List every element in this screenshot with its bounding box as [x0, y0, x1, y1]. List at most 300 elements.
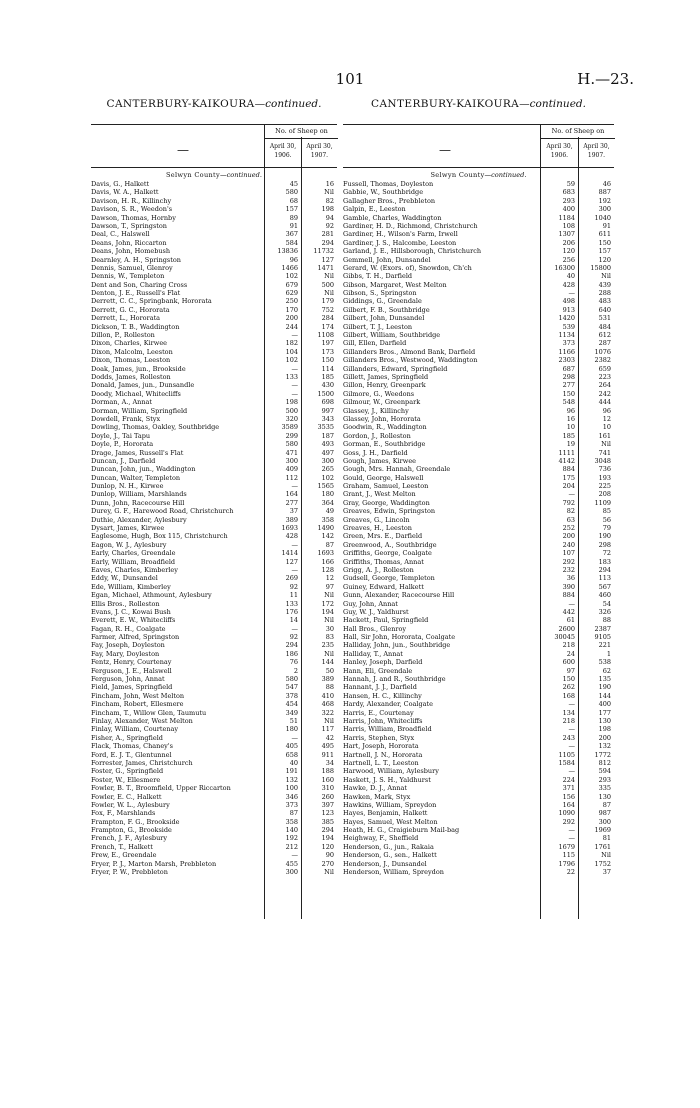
table-row — [343, 625, 614, 633]
sheep-count-1907: Nil — [324, 188, 334, 197]
right-rows — [343, 180, 614, 876]
sheep-count-1906: 1466 — [281, 263, 298, 272]
sheep-count-1907: 197 — [321, 339, 334, 348]
sheep-count-1907: Nil — [324, 272, 334, 281]
sheep-count-1906: 498 — [562, 297, 575, 306]
sheep-count-1907: 114 — [321, 364, 334, 373]
sheep-count-1907: 911 — [321, 750, 334, 759]
sheep-count-1906: 185 — [562, 431, 575, 440]
owner-name: Green, Mrs. E., Darfield — [343, 532, 423, 541]
sheep-count-1906: 182 — [285, 339, 298, 348]
table-row — [343, 759, 614, 767]
owner-name: Fryer, P. J., Marton Marsh, Prebbleton — [91, 859, 217, 868]
sheep-count-1906: 400 — [562, 205, 575, 214]
sheep-count-1907: 2382 — [594, 356, 611, 365]
sheep-count-1907: 284 — [321, 314, 334, 323]
table-row — [343, 616, 614, 624]
sheep-count-1906: 175 — [562, 473, 575, 482]
sheep-count-1906: 63 — [566, 515, 575, 524]
sheep-count-1907: 640 — [598, 305, 611, 314]
sheep-count-1907: 335 — [598, 784, 611, 793]
sheep-count-1906: 76 — [289, 658, 298, 667]
owner-name: Deal, C., Halswell — [91, 230, 150, 239]
sheep-count-1907: 120 — [321, 842, 334, 851]
sheep-count-1906: — — [568, 700, 575, 709]
table-row — [343, 667, 614, 675]
sheep-count-1906: — — [291, 331, 298, 340]
sheep-count-1907: 157 — [598, 247, 611, 256]
sheep-count-1907: 174 — [321, 322, 334, 331]
owner-name: Farmer, Alfred, Springston — [91, 633, 180, 642]
table-row — [343, 851, 614, 859]
sheep-count-1906: 455 — [285, 859, 298, 868]
sheep-count-1906: 92 — [289, 633, 298, 642]
owner-name: Hannant, J. J., Darfield — [343, 683, 417, 692]
owner-name: Forrester, James, Christchurch — [91, 758, 193, 767]
sheep-count-1907: 500 — [321, 280, 334, 289]
owner-name: Ferguson, J. E., Halswell — [91, 666, 172, 675]
sheep-count-1907: 1040 — [594, 213, 611, 222]
sheep-count-1907: 265 — [321, 465, 334, 474]
sheep-count-1906: 112 — [285, 473, 298, 482]
sheep-count-1906: 500 — [285, 406, 298, 415]
sheep-count-1907: 200 — [598, 733, 611, 742]
sheep-count-1906: 212 — [285, 842, 298, 851]
sheep-count-1907: 12 — [325, 574, 334, 583]
sheep-count-1907: 1693 — [317, 549, 334, 558]
sheep-count-1907: 208 — [598, 490, 611, 499]
table-row — [343, 516, 614, 524]
table-row — [343, 323, 614, 331]
sheep-count-1906: 390 — [562, 582, 575, 591]
sheep-count-1907: 130 — [598, 792, 611, 801]
sheep-count-1906: 191 — [285, 767, 298, 776]
owner-name: Glassey, J., Killinchy — [343, 406, 409, 415]
owner-name: Eagon, W. J., Aylesbury — [91, 540, 167, 549]
owner-name: Henderson, J., Dunsandel — [343, 859, 427, 868]
owner-name: Hardy, Alexander, Coalgate — [343, 700, 433, 709]
sheep-count-1906: 51 — [289, 717, 298, 725]
sheep-count-1907: 49 — [325, 507, 334, 516]
owner-name: Early, Charles, Greendale — [91, 549, 176, 558]
table-row — [343, 860, 614, 868]
sheep-count-1907: 300 — [598, 817, 611, 826]
sheep-count-1906: 1796 — [558, 859, 575, 868]
owner-name: Dysart, James, Kirwee — [91, 524, 165, 533]
sheep-count-1907: 135 — [598, 675, 611, 684]
table-row — [343, 566, 614, 574]
sheep-count-1907: 242 — [598, 389, 611, 398]
sheep-count-1906: 134 — [562, 708, 575, 717]
owner-name: French, T., Halkett — [91, 842, 153, 851]
sheep-count-1906: 884 — [562, 591, 575, 600]
sheep-count-1906: 298 — [562, 372, 575, 381]
owner-name: Gamble, Charles, Waddington — [343, 213, 442, 222]
owner-name: Derrett, C. C., Springbank, Hororata — [91, 297, 212, 306]
sheep-count-1906: 367 — [285, 230, 298, 239]
sheep-count-1906: 683 — [562, 188, 575, 197]
sheep-count-1907: 397 — [321, 800, 334, 809]
sheep-count-1907: 997 — [321, 406, 334, 415]
table-row — [343, 331, 614, 339]
table-row — [343, 264, 614, 272]
owner-name: Duncan, Walter, Templeton — [91, 473, 181, 482]
owner-name: Fryer, P. W., Prebbleton — [91, 868, 168, 877]
owner-name: Derrett, L., Hororata — [91, 314, 161, 323]
sheep-count-1906: 30045 — [554, 633, 575, 642]
sheep-count-1906: — — [568, 599, 575, 608]
owner-name: Dixon, Malcolm, Leeston — [91, 347, 173, 356]
sheep-count-1907: 752 — [321, 305, 334, 314]
table-row — [343, 490, 614, 498]
sheep-count-1906: 580 — [285, 440, 298, 449]
owner-name: Hawke, D. J., Annat — [343, 784, 407, 793]
owner-name: Gibson, S., Springston — [343, 289, 417, 298]
sheep-count-1906: 13836 — [277, 247, 298, 256]
sheep-count-1906: 913 — [562, 305, 575, 314]
owner-name: Dunlop, William, Marshlands — [91, 490, 187, 499]
sheep-count-1907: 1109 — [594, 498, 611, 507]
sheep-count-1907: 56 — [602, 515, 611, 524]
sheep-count-1906: — — [568, 767, 575, 776]
table-row — [343, 222, 614, 230]
table-row — [343, 801, 614, 809]
sheep-count-1906: 19 — [566, 440, 575, 449]
sheep-count-1906: 16300 — [554, 263, 575, 272]
table-row — [343, 549, 614, 557]
owner-name: Gray, George, Waddington — [343, 498, 430, 507]
sheep-count-1906: 629 — [285, 289, 298, 298]
sheep-count-1907: 144 — [598, 691, 611, 700]
owner-name: Harris, John, Whitecliffs — [343, 717, 423, 725]
owner-name: Dickson, T. B., Waddington — [91, 322, 180, 331]
sheep-count-1907: 144 — [321, 658, 334, 667]
sheep-count-1906: — — [291, 364, 298, 373]
sheep-count-1907: Nil — [601, 440, 611, 449]
sheep-count-1906: 96 — [289, 255, 298, 264]
sheep-count-1906: — — [291, 624, 298, 633]
sheep-count-1907: 42 — [325, 733, 334, 742]
owner-name: Hackett, Paul, Springfield — [343, 616, 429, 625]
owner-name: Hansen, H. C., Killinchy — [343, 691, 422, 700]
sheep-count-1906: — — [291, 381, 298, 390]
sheep-count-1907: Nil — [601, 272, 611, 281]
sheep-count-1907: 193 — [598, 473, 611, 482]
sheep-count-1906: 1184 — [558, 213, 575, 222]
owner-name: Gillanders, Edward, Springfield — [343, 364, 448, 373]
owner-name: Derrett, G. C., Hororata — [91, 305, 170, 314]
owner-name: Henderson, G., sen., Halkett — [343, 851, 437, 860]
table-row — [343, 675, 614, 683]
sheep-count-1907: 34 — [325, 758, 334, 767]
table-row — [343, 507, 614, 515]
sheep-count-1907: 300 — [321, 456, 334, 465]
owner-name: Gorman, E., Southbridge — [343, 440, 426, 449]
sheep-count-1907: 128 — [321, 565, 334, 574]
sheep-count-1907: 72 — [602, 549, 611, 558]
sheep-count-1907: 468 — [321, 700, 334, 709]
sheep-count-1906: — — [291, 851, 298, 860]
sheep-count-1907: 123 — [321, 809, 334, 818]
sheep-count-1907: 81 — [602, 834, 611, 843]
sheep-count-1907: 294 — [598, 565, 611, 574]
table-row — [343, 398, 614, 406]
sheep-count-1907: 132 — [598, 742, 611, 751]
owner-name: Griffiths, Thomas, Annat — [343, 557, 424, 566]
owner-name: Heighway, F., Sheffield — [343, 834, 419, 843]
table-row — [343, 524, 614, 532]
sheep-count-1907: 82 — [325, 196, 334, 205]
right-col2-header: April 30, 1907. — [578, 138, 614, 167]
sheep-count-1907: 187 — [321, 431, 334, 440]
sheep-count-1907: Nil — [324, 649, 334, 658]
owner-name: Davis, G., Halkett — [91, 180, 150, 188]
sheep-count-1907: Nil — [324, 591, 334, 600]
table-row — [343, 474, 614, 482]
table-row — [343, 558, 614, 566]
owner-name: Guiney, Edward, Halkett — [343, 582, 424, 591]
sheep-count-1906: 40 — [289, 758, 298, 767]
sheep-count-1907: 9105 — [594, 633, 611, 642]
sheep-count-1906: 157 — [285, 205, 298, 214]
table-row — [343, 381, 614, 389]
sheep-count-1906: 36 — [566, 574, 575, 583]
table-row — [343, 230, 614, 238]
owner-name: Dixon, Thomas, Leeston — [91, 356, 171, 365]
owner-name: Hartnell, J. N., Hororata — [343, 750, 423, 759]
owner-name: Greenwood, A., Southbridge — [343, 540, 437, 549]
sheep-count-1906: 349 — [285, 708, 298, 717]
owner-name: Hannah, J. and R., Southbridge — [343, 675, 446, 684]
sheep-count-1906: 115 — [562, 851, 575, 860]
sheep-count-1907: 177 — [598, 708, 611, 717]
sheep-count-1907: 497 — [321, 448, 334, 457]
sheep-count-1906: 120 — [562, 247, 575, 256]
right-county-heading — [343, 171, 614, 180]
left-col2-header: April 30, 1907. — [301, 138, 337, 167]
owner-name: Fincham, T., Willow Glen, Taumutu — [91, 708, 207, 717]
table-row — [343, 591, 614, 599]
sheep-count-1906: 164 — [562, 800, 575, 809]
owner-name: Garland, J. E., Hillsborough, Christchurch — [343, 247, 482, 256]
sheep-count-1907: 185 — [321, 372, 334, 381]
owner-name: Greaves, Edwin, Springston — [343, 507, 436, 516]
owner-name: Henderson, G., jun., Rakaia — [343, 842, 434, 851]
sheep-count-1907: 88 — [325, 683, 334, 692]
sheep-count-1907: 96 — [602, 406, 611, 415]
sheep-count-1906: 358 — [285, 817, 298, 826]
sheep-count-1906: 277 — [285, 498, 298, 507]
right-name-header-dash: — — [439, 143, 451, 157]
sheep-count-1907: 1108 — [317, 331, 334, 340]
owner-name: Frampton, F. G., Brookside — [91, 817, 180, 826]
sheep-count-1907: 1752 — [594, 859, 611, 868]
sheep-count-1907: 54 — [602, 599, 611, 608]
owner-name: Graham, Samuel, Leeston — [343, 482, 429, 491]
owner-name: Dunlop, N. H., Kirwee — [91, 482, 164, 491]
owner-name: Dorman, William, Springfield — [91, 406, 188, 415]
table-row — [343, 541, 614, 549]
table-row — [343, 868, 614, 876]
sheep-count-1907: 225 — [598, 482, 611, 491]
sheep-count-1906: 884 — [562, 465, 575, 474]
sheep-count-1907: 343 — [321, 414, 334, 423]
owner-name: Gough, Mrs. Hannah, Greendale — [343, 465, 451, 474]
sheep-count-1906: 16 — [566, 414, 575, 423]
sheep-count-1906: 244 — [285, 322, 298, 331]
sheep-count-1906: 405 — [285, 742, 298, 751]
table-row — [343, 188, 614, 196]
owner-name: Frampton, G., Brookside — [91, 826, 172, 835]
owner-name: Giddings, G., Greendale — [343, 297, 422, 306]
sheep-count-1906: 1679 — [558, 842, 575, 851]
sheep-count-1907: 190 — [598, 532, 611, 541]
sheep-count-1907: 130 — [598, 717, 611, 725]
sheep-count-1906: 92 — [289, 582, 298, 591]
owner-name: Hayes, Benjamin, Halkett — [343, 809, 428, 818]
sheep-count-1906: 454 — [285, 700, 298, 709]
sheep-count-1906: 22 — [566, 868, 575, 877]
owner-name: Harris, William, Broadfield — [343, 725, 432, 734]
sheep-count-1906: 600 — [562, 658, 575, 667]
sheep-count-1906: 2 — [293, 666, 298, 675]
table-row — [343, 809, 614, 817]
sheep-count-1907: Nil — [324, 868, 334, 877]
sheep-count-1906: — — [291, 565, 298, 574]
sheep-count-1906: 102 — [285, 356, 298, 365]
sheep-count-1907: 567 — [598, 582, 611, 591]
table-row — [343, 239, 614, 247]
table-row — [343, 532, 614, 540]
sheep-count-1907: 484 — [598, 322, 611, 331]
owner-name: Gardiner, H., Wilson's Farm, Irwell — [343, 230, 458, 239]
table-row — [343, 709, 614, 717]
sheep-count-1907: 364 — [321, 498, 334, 507]
owner-name: Halliday, T., Annat — [343, 649, 403, 658]
owner-name: Guy, John, Annat — [343, 599, 398, 608]
left-column-title — [91, 98, 337, 114]
sheep-count-1906: 180 — [285, 725, 298, 734]
table-row — [343, 373, 614, 381]
owner-name: Donald, James, jun., Dunsandle — [91, 381, 195, 390]
owner-name: Gabbie, W., Southbridge — [343, 188, 424, 197]
sheep-count-1907: 62 — [602, 666, 611, 675]
owner-name: Hawkins, William, Spreydon — [343, 800, 437, 809]
sheep-count-1907: 358 — [321, 515, 334, 524]
owner-name: Doody, Michael, Whitecliffs — [91, 389, 181, 398]
sheep-count-1907: 430 — [321, 381, 334, 390]
sheep-count-1907: 1565 — [317, 482, 334, 491]
sheep-count-1906: 45 — [289, 180, 298, 188]
owner-name: Heath, H. G., Craigieburn Mail-bag — [343, 826, 460, 835]
left-county-suffix: —continued. — [220, 171, 262, 179]
sheep-count-1907: 260 — [321, 792, 334, 801]
owner-name: Doyle, P., Hororata — [91, 440, 154, 449]
sheep-count-1906: 292 — [562, 817, 575, 826]
owner-name: Gibbs, T. H., Darfield — [343, 272, 413, 281]
sheep-count-1907: 46 — [602, 180, 611, 188]
right-title-suffix: —continued. — [519, 98, 586, 110]
sheep-count-1906: 547 — [285, 683, 298, 692]
sheep-count-1906: 320 — [285, 414, 298, 423]
owner-name: Dixon, Charles, Kirwee — [91, 339, 168, 348]
owner-name: Dunn, John, Racecourse Hill — [91, 498, 185, 507]
sheep-count-1907: 444 — [598, 398, 611, 407]
owner-name: Frew, E., Greendale — [91, 851, 157, 860]
sheep-count-1907: 16 — [325, 180, 334, 188]
sheep-count-1907: 102 — [321, 473, 334, 482]
table-row — [343, 281, 614, 289]
left-county-label: Selwyn County — [165, 171, 221, 179]
sheep-count-1907: Nil — [324, 717, 334, 725]
table-row — [343, 633, 614, 641]
owner-name: French, J. F., Aylesbury — [91, 834, 168, 843]
table-row — [343, 432, 614, 440]
sheep-count-1907: 1969 — [594, 826, 611, 835]
sheep-count-1907: 736 — [598, 465, 611, 474]
sheep-count-1907: 2387 — [594, 624, 611, 633]
table-row — [343, 180, 614, 188]
sheep-count-1907: 188 — [321, 767, 334, 776]
sheep-count-1906: — — [568, 490, 575, 499]
sheep-count-1907: 659 — [598, 364, 611, 373]
sheep-count-1907: 37 — [602, 868, 611, 877]
sheep-count-1907: 97 — [325, 582, 334, 591]
owner-name: Finlay, William, Courtenay — [91, 725, 179, 734]
owner-name: Finlay, Alexander, West Melton — [91, 717, 193, 725]
sheep-count-1907: 310 — [321, 784, 334, 793]
owner-name: Doyle, J., Tai Tapu — [91, 431, 151, 440]
table-row — [343, 818, 614, 826]
sheep-count-1907: 1076 — [594, 347, 611, 356]
sheep-count-1906: 102 — [285, 272, 298, 281]
owner-name: Ede, William, Kimberley — [91, 582, 171, 591]
table-row — [343, 440, 614, 448]
sheep-count-1906: 10 — [566, 423, 575, 432]
owner-name: Denton, J. E., Russell's Flat — [91, 289, 181, 298]
left-col1-header: April 30, 1906. — [264, 138, 301, 167]
owner-name: Goodwin, R., Waddington — [343, 423, 427, 432]
sheep-count-1906: 471 — [285, 448, 298, 457]
sheep-count-1907: 94 — [325, 213, 334, 222]
owner-name: Gill, Ellen, Darfield — [343, 339, 407, 348]
owner-name: Gilbert, William, Southbridge — [343, 331, 441, 340]
owner-name: Foster, G., Springfield — [91, 767, 164, 776]
owner-name: Fincham, Robert, Ellesmere — [91, 700, 184, 709]
page-number: 101 — [335, 70, 365, 88]
sheep-count-1906: 37 — [289, 507, 298, 516]
sheep-count-1907: 389 — [321, 675, 334, 684]
sheep-count-1906: 256 — [562, 255, 575, 264]
table-row — [343, 793, 614, 801]
owner-name: Gilmour, W., Greenpark — [343, 398, 421, 407]
sheep-count-1907: 113 — [598, 574, 611, 583]
table-row — [343, 700, 614, 708]
sheep-count-1906: 1584 — [558, 758, 575, 767]
owner-name: Dawson, T., Springston — [91, 221, 167, 230]
sheep-count-1906: 299 — [285, 431, 298, 440]
table-row — [343, 314, 614, 322]
sheep-count-1907: 439 — [598, 280, 611, 289]
owner-name: Fowler, B. T., Broomfield, Upper Riccarton — [91, 784, 231, 793]
sheep-count-1906: 150 — [562, 389, 575, 398]
right-sheep-header: No. of Sheep on — [540, 125, 615, 139]
sheep-count-1907: 1490 — [317, 524, 334, 533]
owner-name: Gilbert, T. J., Leeston — [343, 322, 413, 331]
sheep-count-1906: 89 — [289, 213, 298, 222]
sheep-count-1906: 292 — [562, 557, 575, 566]
sheep-count-1907: 142 — [321, 532, 334, 541]
